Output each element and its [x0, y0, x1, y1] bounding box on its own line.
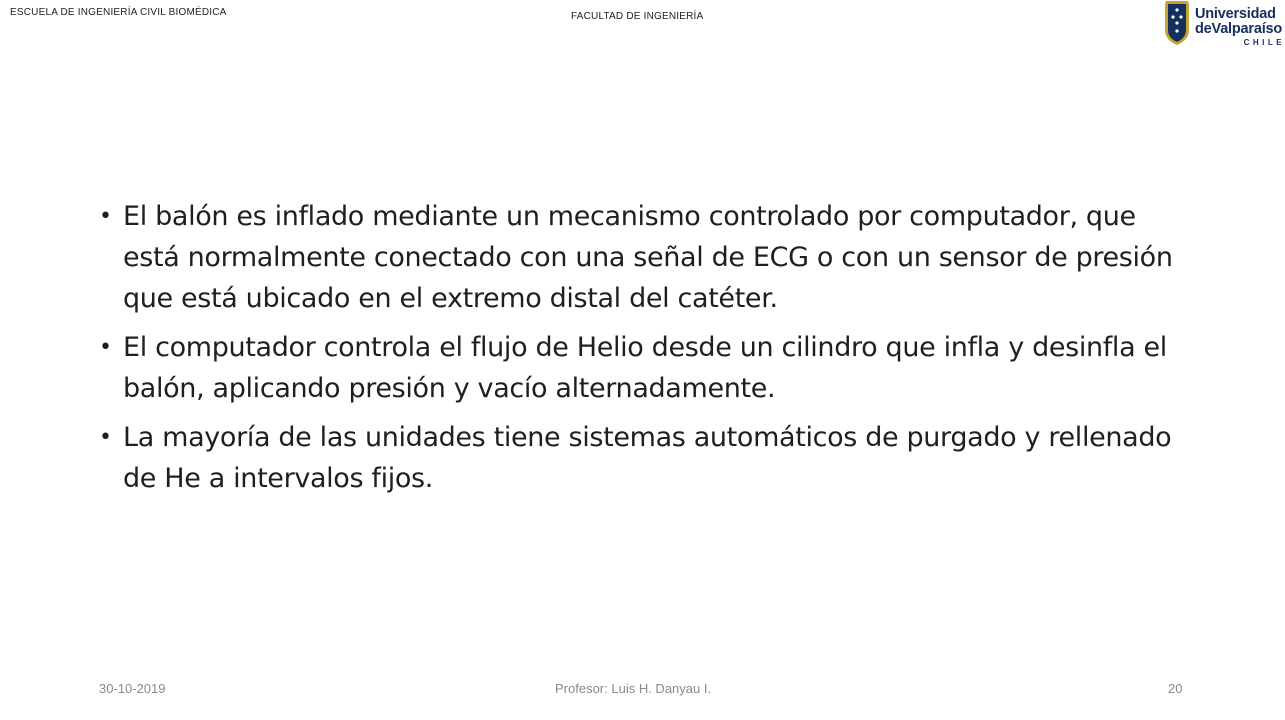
bullet-text: La mayoría de las unidades tiene sistemas automáticos de purgado y rellenado de He a intervalos fijos. — [123, 422, 1172, 494]
university-shield-icon — [1162, 0, 1192, 46]
bullet-point-icon: • — [99, 204, 112, 229]
school-name: ESCUELA DE INGENIERÍA CIVIL BIOMÉDICA — [10, 7, 227, 18]
bullet-text: El balón es inflado mediante un mecanismo controlado por computador, que está normalmente conectado con una señal de ECG o con un sensor de presión que está ubicado en el extremo distal del catéter. — [123, 201, 1173, 314]
footer-professor: Profesor: Luis H. Danyau I. — [555, 681, 712, 696]
university-wordmark — [1195, 6, 1285, 49]
footer-date: 30-10-2019 — [99, 681, 166, 696]
page-number: 20 — [1168, 681, 1183, 696]
bullet-item — [96, 417, 1186, 499]
logo-line-3: CHILE — [1243, 38, 1285, 47]
slide-content — [96, 196, 1186, 507]
logo-line-1: Universidad — [1195, 6, 1276, 22]
faculty-name: FACULTAD DE INGENIERÍA — [571, 11, 704, 22]
bullet-point-icon: • — [99, 335, 112, 360]
bullet-text: El computador controla el flujo de Helio desde un cilindro que infla y desinfla el balón, aplicando presión y vacío alternadamente. — [123, 332, 1167, 404]
logo-line-2: deValparaíso — [1195, 21, 1283, 37]
university-logo — [1161, 0, 1285, 50]
bullet-item — [96, 196, 1186, 319]
bullet-item — [96, 327, 1186, 409]
bullet-point-icon: • — [99, 425, 112, 450]
